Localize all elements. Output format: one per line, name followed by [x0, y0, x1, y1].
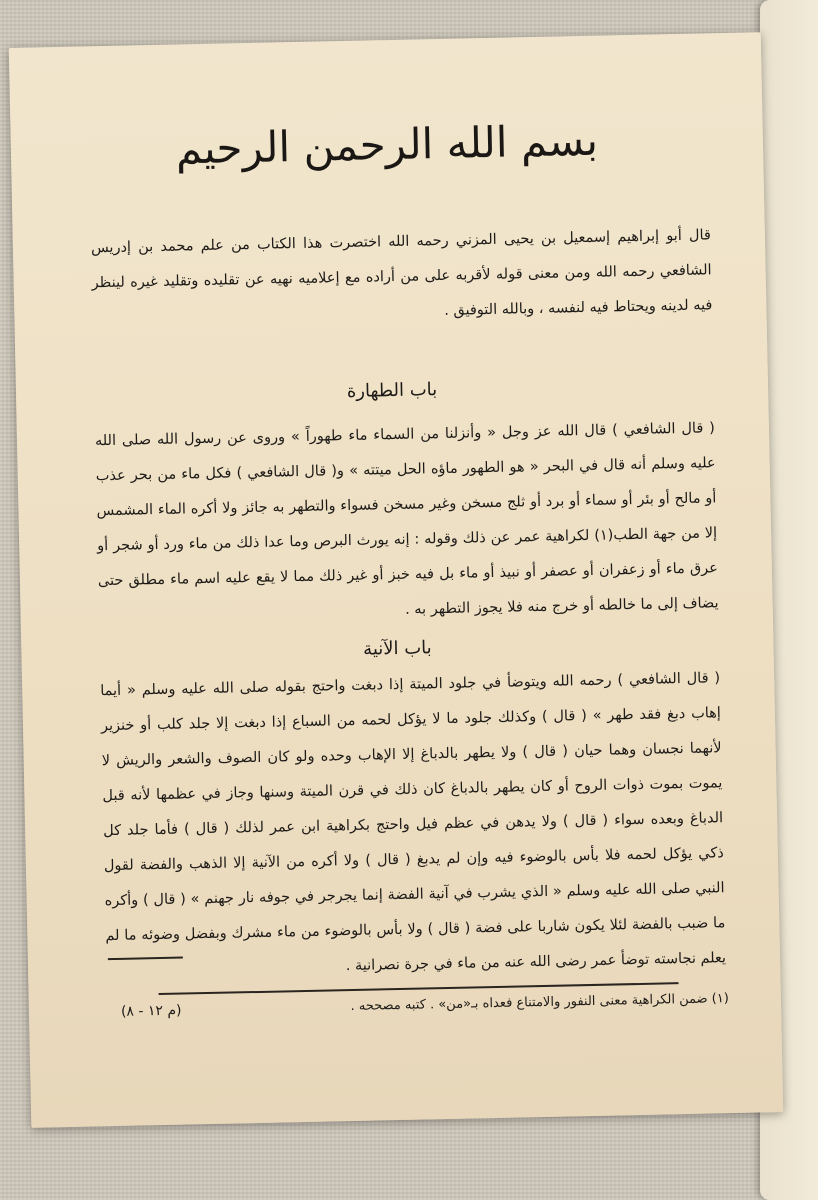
aniya-text: ( قال الشافعي ) رحمه الله ويتوضأ في جلود الميتة إذا دبغت واحتج بقوله صلى الله عليه وسلم « أيما إهاب دبغ فقد طهر » ( قال ) وكذلك جلود ما لا يؤكل لحمه من السباع إذا دبغت إلا جلد كلب أو خنزير لأنهما نجسان وهما حيان ( قال ) ولا يطهر بالدباغ إلا الإهاب وحده ولو كان الصوف والشعر والريش لا يموت بموت ذوات الروح أو كان يطهر بالدباغ كان ذلك في قرن الميتة وسنها وجاز في عظمها لأنه قبل الدباغ وبعده سواء ( قال ) ولا يدهن في عظم فيل واحتج بكراهية ابن عمر لذلك ( قال ) فأما جلد كل ذكي يؤكل لحمه فلا بأس بالوضوء فيه وإن لم يدبغ ( قال ) ولا أكره من الآنية إلا الذهب والفضة لقول النبي صلى الله عليه وسلم « الذي يشرب في آنية الفضة إنما يجرجر في جوفه نار جهنم » ( قال ) وأكره ما ضبب بالفضة لئلا يكون شاربا على فضة ( قال ) ولا بأس بالوضوء من ماء مشرك وبفضل وضوئه ما لم يعلم نجاسته توضأ عمر رضى الله عنه من ماء في جرة نصرانية . — [100, 670, 727, 975]
section-title-aniya: باب الآنية — [362, 637, 432, 660]
intro-paragraph — [91, 218, 713, 336]
basmala-heading: بسم الله الرحمن الرحيم — [175, 115, 599, 174]
book-page — [9, 32, 783, 1128]
footnote: (١) ضمن الكراهية معنى النفور والامتناع فعداه بـ«من» . كتبه مصححه . — [350, 991, 729, 1015]
signature-mark: (م ١٢ - ٨) — [120, 1002, 182, 1020]
aniya-paragraph — [100, 661, 726, 989]
tahara-text: ( قال الشافعي ) قال الله عز وجل « وأنزلنا من السماء ماء طهوراً » وروى عن رسول الله صلى الله عليه وسلم أنه قال في البحر « هو الطهور ماؤه الحل ميتته » و( قال الشافعي ) فكل ماء من بحر عذب أو مالح أو بئر أو سماء أو برد أو ثلج مسخن وغير مسخن فسواء والتطهر به جائز ولا أكره الماء المشمس إلا من جهة الطب(١) لكراهية عمر عن ذلك وقوله : إنه يورث البرص وما عدا ذلك من ماء ورد أو شجر أو عرق ماء أو زعفران أو عصفر أو نبيذ أو ماء بل فيه خبز أو غير ذلك مما لا يقع عليه اسم ماء مطلق حتى يضاف إلى ما خالطه أو خرج منه فلا يجوز التطهر به . — [94, 420, 719, 618]
intro-text: قال أبو إبراهيم إسمعيل بن يحيى المزني رحمه الله اختصرت هذا الكتاب من علم محمد بن إدريس الشافعي رحمه الله ومن معنى قوله لأقربه على من أراده مع إعلاميه نهيه عن تقليده وتقليد غيره لينظر فيه لدينه ويحتاط فيه لنفسه ، وبالله التوفيق . — [90, 227, 713, 319]
section-title-tahara: باب الطهارة — [346, 379, 438, 402]
tahara-paragraph — [95, 411, 719, 634]
